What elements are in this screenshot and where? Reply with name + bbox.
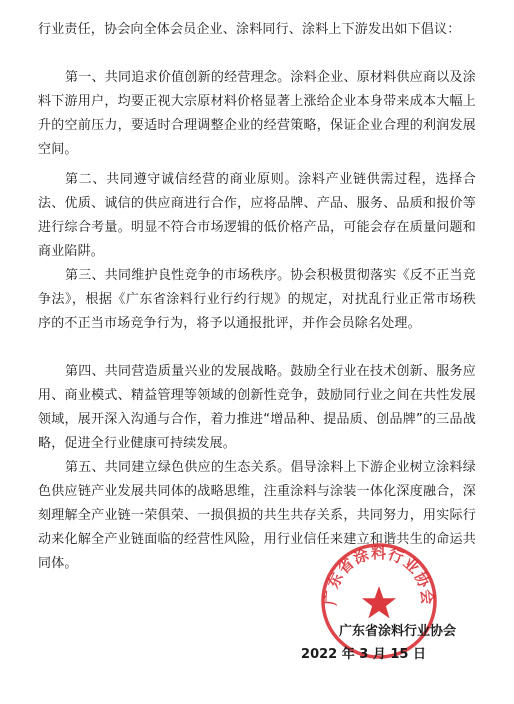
seal-star-icon (362, 586, 396, 618)
paragraph-2: 第二、共同遵守诚信经营的商业原则。涂料产业链供需过程，选择合法、优质、诚信的供应商进行合作，应将品牌、产品、服务、品质和报价等进行综合考量。明显不符合市场逻辑的低价格产品，可能会存在质量问题和商业陷阱。 (38, 172, 476, 259)
paragraph-4: 第四、共同营造质量兴业的发展战略。鼓励全行业在技术创新、服务应用、商业模式、精益管理等领域的创新性竞争，鼓励同行业之间在共性发展领域，展开深入沟通与合作，着力推进“增品种、提品质、创品牌”的三品战略，促进全行业健康可持续发展。 (38, 364, 476, 451)
signature-date: 2022 年 3 月 15 日 (301, 647, 426, 662)
paragraph-1: 第一、共同追求价值创新的经营理念。涂料企业、原材料供应商以及涂料下游用户，均要正视大宗原材料价格显著上涨给企业本身带来成本大幅上升的空前压力，要适时合理调整企业的经营策略，保证企业合理的利润发展空间。 (38, 70, 476, 157)
paragraph-5: 第五、共同建立绿色供应的生态关系。倡导涂料上下游企业树立涂料绿色供应链产业发展共同体的战略思维，注重涂料与涂装一体化深度融合，深刻理解全产业链一荣俱荣、一损俱损的共生共存关系，共同努力，用实际行动来化解全产业链面临的经营性风险，用行业信任来建立和谐共生的命运共同体。 (38, 460, 476, 571)
svg-text:广东省涂料行业协会: 广东省涂料行业协会 (321, 544, 437, 607)
paragraph-3: 第三、共同维护良性竞争的市场秩序。协会积极贯彻落实《反不正当竞争法》，根据《广东省涂料行业行约行规》的规定，对扰乱行业正常市场秩序的不正当市场竞争行为，将予以通报批评，并作会员除名处理。 (38, 268, 476, 331)
signature-organization: 广东省涂料行业协会 (338, 624, 456, 639)
intro-paragraph: 行业责任，协会向全体会员企业、涂料同行、涂料上下游发出如下倡议： (38, 22, 461, 37)
